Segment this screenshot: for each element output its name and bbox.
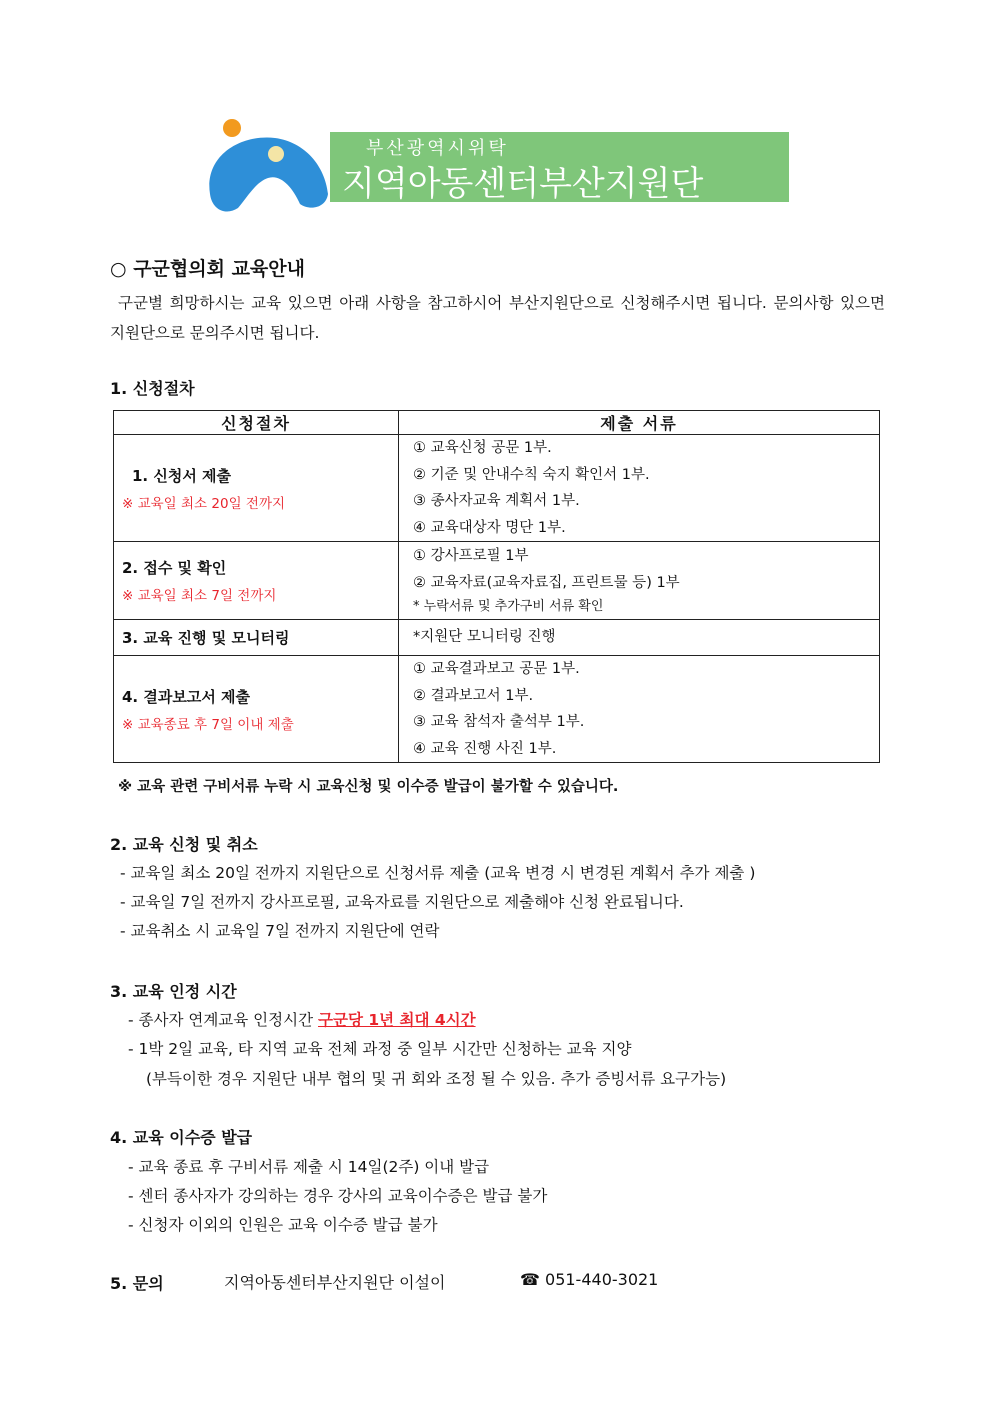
docs-cell: [399, 656, 880, 763]
docs-cell: [399, 620, 880, 656]
section2-line: - 교육취소 시 교육일 7일 전까지 지원단에 연락: [120, 922, 440, 940]
step-cell: [114, 542, 399, 620]
step-cell: [114, 620, 399, 656]
doc-note: * 누락서류 및 추가구비 서류 확인: [413, 599, 604, 614]
section5-heading: 5. 문의: [110, 1274, 164, 1293]
docs-cell: [399, 542, 880, 620]
doc-item: ② 교육자료(교육자료집, 프린트물 등) 1부: [413, 574, 680, 591]
section2-heading: 2. 교육 신청 및 취소: [110, 835, 258, 854]
step-note: ※ 교육일 최소 7일 전까지: [122, 588, 277, 604]
step-name: 2. 접수 및 확인: [122, 559, 227, 577]
contact-phone: ☎ 051-440-3021: [520, 1270, 659, 1289]
step-name: 3. 교육 진행 및 모니터링: [122, 629, 290, 647]
section3-heading: 3. 교육 인정 시간: [110, 982, 237, 1001]
logo-banner: [330, 132, 789, 202]
recognition-hours-highlight: 구군당 1년 최대 4시간: [318, 1011, 476, 1029]
page-title: ○ 구군협의회 교육안내: [110, 258, 305, 280]
doc-item: ③ 교육 참석자 출석부 1부.: [413, 714, 585, 730]
table-row: [114, 435, 880, 542]
logo-mark-icon: [200, 116, 330, 216]
intro-paragraph: 구군별 희망하시는 교육 있으면 아래 사항을 참고하시어 부산지원단으로 신청해주시면 됩니다. 문의사항 있으면 지원단으로 문의주시면 됩니다.: [110, 294, 885, 342]
table-header-docs: 제출 서류: [399, 411, 880, 435]
doc-item: ③ 종사자교육 계획서 1부.: [413, 493, 580, 509]
logo-main-text: 지역아동센터부산지원단: [342, 164, 704, 204]
docs-cell: [399, 435, 880, 542]
table-row: [114, 656, 880, 763]
warning-note: ※ 교육 관련 구비서류 누락 시 교육신청 및 이수증 발급이 불가할 수 있습니다.: [118, 779, 619, 795]
doc-item: *지원단 모니터링 진행: [413, 629, 556, 646]
section4-line: - 신청자 이외의 인원은 교육 이수증 발급 불가: [128, 1216, 438, 1234]
step-note: ※ 교육일 최소 20일 전까지: [122, 495, 286, 512]
doc-item: ④ 교육 진행 사진 1부.: [413, 740, 557, 757]
table-row: [114, 542, 880, 620]
doc-item: ② 결과보고서 1부.: [413, 687, 534, 704]
table-header-step: 신청절차: [114, 411, 399, 435]
step-cell: [114, 656, 399, 763]
section4-line: - 센터 종사자가 강의하는 경우 강사의 교육이수증은 발급 불가: [128, 1187, 548, 1205]
procedure-table: [113, 410, 880, 763]
doc-item: ② 기준 및 안내수칙 숙지 확인서 1부.: [413, 466, 650, 483]
step-name: 1. 신청서 제출: [132, 466, 232, 485]
section2-line: - 교육일 최소 20일 전까지 지원단으로 신청서류 제출 (교육 변경 시 변경된 계획서 추가 제출 ): [120, 864, 756, 882]
section3-line: - 1박 2일 교육, 타 지역 교육 전체 과정 중 일부 시간만 신청하는 교육 지양: [128, 1040, 632, 1058]
table-header-row: [114, 411, 880, 435]
section3-line: (부득이한 경우 지원단 내부 협의 및 귀 회와 조정 될 수 있음. 추가 증빙서류 요구가능): [146, 1070, 727, 1088]
section4-line: - 교육 종료 후 구비서류 제출 시 14일(2주) 이내 발급: [128, 1158, 490, 1176]
doc-item: ① 강사프로필 1부: [413, 548, 529, 564]
section3-line1-prefix: - 종사자 연계교육 인정시간: [128, 1011, 319, 1029]
doc-item: ① 교육결과보고 공문 1부.: [413, 661, 580, 677]
table-row: [114, 620, 880, 656]
contact-name: 지역아동센터부산지원단 이설이: [224, 1273, 446, 1292]
section1-heading: 1. 신청절차: [110, 379, 195, 398]
section3-line: [128, 1008, 476, 1030]
step-cell: [114, 435, 399, 542]
section2-line: - 교육일 7일 전까지 강사프로필, 교육자료를 지원단으로 제출해야 신청 완료됩니다.: [120, 893, 684, 911]
doc-item: ① 교육신청 공문 1부.: [413, 440, 552, 456]
step-note: ※ 교육종료 후 7일 이내 제출: [122, 716, 294, 733]
section4-heading: 4. 교육 이수증 발급: [110, 1128, 253, 1147]
step-name: 4. 결과보고서 제출: [122, 687, 251, 706]
logo-sub-text: 부산광역시위탁: [366, 138, 509, 159]
logo: [200, 116, 800, 216]
doc-item: ④ 교육대상자 명단 1부.: [413, 519, 566, 536]
